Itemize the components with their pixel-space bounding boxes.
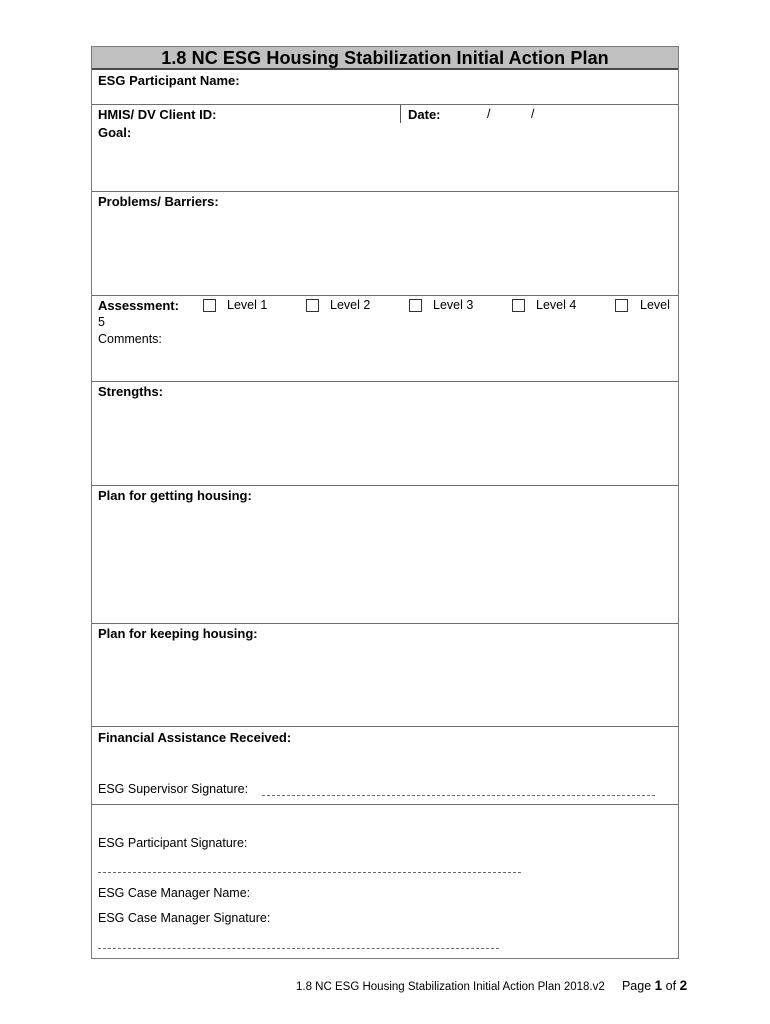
problems-barriers-field[interactable] — [92, 191, 678, 296]
level-5-wrap-text: 5 — [98, 315, 105, 329]
date-separator: / — [531, 107, 535, 121]
case-manager-name-label: ESG Case Manager Name: — [98, 886, 251, 900]
form-title: 1.8 NC ESG Housing Stabilization Initial Action Plan — [92, 47, 678, 70]
page-total: 2 — [679, 978, 688, 993]
plan-getting-housing-field[interactable] — [92, 485, 678, 624]
case-manager-signature-label: ESG Case Manager Signature: — [98, 911, 271, 925]
of-word: of — [665, 979, 677, 993]
strengths-field[interactable] — [92, 381, 678, 486]
page-indicator — [622, 979, 687, 993]
plan-keeping-housing-field[interactable] — [92, 623, 678, 727]
participant-signature-label: ESG Participant Signature: — [98, 836, 248, 850]
level-label: Level 1 — [227, 298, 268, 312]
assessment-label: Assessment: — [98, 298, 179, 313]
supervisor-signature-label: ESG Supervisor Signature: — [98, 782, 249, 796]
date-label: Date: — [408, 107, 441, 122]
financial-assistance-label: Financial Assistance Received: — [98, 730, 292, 745]
goal-label: Goal: — [98, 125, 132, 140]
checkbox-icon[interactable] — [512, 299, 525, 312]
assessment-level-4[interactable] — [512, 297, 576, 313]
level-label: Level 4 — [536, 298, 577, 312]
assessment-level-3[interactable] — [409, 297, 473, 313]
page-current: 1 — [654, 978, 663, 993]
client-id-field[interactable] — [92, 105, 400, 123]
plan-getting-housing-label: Plan for getting housing: — [98, 488, 252, 503]
participant-name-field[interactable] — [92, 72, 678, 105]
case-manager-signature-line[interactable] — [98, 948, 499, 949]
comments-label: Comments: — [98, 332, 162, 346]
problems-barriers-label: Problems/ Barriers: — [98, 194, 219, 209]
client-id-label: HMIS/ DV Client ID: — [98, 107, 217, 122]
footer-doc-name: 1.8 NC ESG Housing Stabilization Initial Action Plan 2018.v2 — [296, 981, 605, 993]
action-plan-form — [91, 46, 679, 959]
page-word: Page — [621, 979, 652, 993]
assessment-section — [92, 295, 678, 382]
assessment-level-2[interactable] — [306, 297, 370, 313]
level-label: Level 3 — [433, 298, 474, 312]
goal-field[interactable] — [92, 123, 678, 192]
signatures-section — [92, 804, 678, 959]
financial-assistance-section — [92, 726, 678, 805]
checkbox-icon[interactable] — [203, 299, 216, 312]
participant-name-label: ESG Participant Name: — [98, 73, 240, 88]
assessment-level-5[interactable] — [615, 297, 670, 313]
plan-keeping-housing-label: Plan for keeping housing: — [98, 626, 258, 641]
checkbox-icon[interactable] — [306, 299, 319, 312]
client-id-date-row — [92, 104, 678, 123]
page-footer — [296, 978, 687, 993]
level-label: Level — [640, 298, 670, 312]
strengths-label: Strengths: — [98, 384, 163, 399]
checkbox-icon[interactable] — [409, 299, 422, 312]
supervisor-signature-line[interactable] — [262, 795, 655, 796]
date-separator: / — [487, 107, 491, 121]
level-label: Level 2 — [330, 298, 371, 312]
assessment-level-1[interactable] — [203, 297, 267, 313]
checkbox-icon[interactable] — [615, 299, 628, 312]
participant-signature-line[interactable] — [98, 872, 521, 873]
date-field[interactable] — [400, 105, 678, 123]
